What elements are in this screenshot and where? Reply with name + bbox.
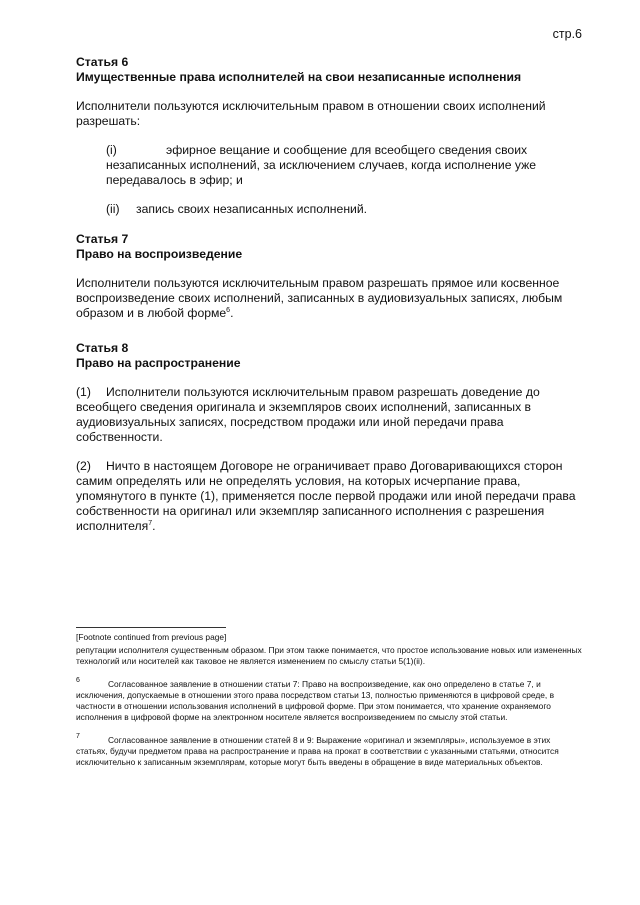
article-6-title: Имущественные права исполнителей на свои незаписанные исполнения <box>76 70 522 84</box>
article-8-para-1 <box>76 385 576 445</box>
para-text: Исполнители пользуются исключительным правом разрешать доведение до всеобщего сведения оригинала и экземпляров своих исполнений, записанных в аудиовизуальных записях, посредством продажи или иной передачи права собственности. <box>76 385 540 444</box>
article-7-number: Статья 7 <box>76 232 129 246</box>
para-label: (2) <box>76 459 91 473</box>
page-number: стр.6 <box>552 27 582 41</box>
article-8-para-2: (2) Ничто в настоящем Договоре не ограничивает право Договаривающихся сторон самим определять или не определять условия, на которых исчерпание права, упомянутого в пункте (1), применяется после первой продажи или иной передачи права собственности на оригинал или экземпляр записанного исполнения с разрешения исполнителя$^7$. <box>76 459 576 533</box>
footnote-divider <box>76 627 226 628</box>
item-label: (ii) <box>106 202 120 216</box>
footnote-7: 7 Согласованное заявление в отношении статей 8 и 9: Выражение «оригинал и экземпляры», используемое в этих статьях, будучи предметом права на распространение и права на прокат в соответствии с указанными статьями, относится исключительно к записанным экземплярам, которые могут быть введены в обращение в виде материальных объектов. <box>76 735 582 768</box>
article-8-title: Право на распространение <box>76 356 241 370</box>
footnote-text: Согласованное заявление в отношении статей 8 и 9: Выражение «оригинал и экземпляры», используемое в этих статьях, будучи предметом права на распространение и права на прокат в соответствии с указанными статьями, относится исключительно к записанным экземплярам, которые могут быть введены в обращение в виде материальных объектов. <box>76 735 559 767</box>
footnote-text: Согласованное заявление в отношении статьи 7: Право на воспроизведение, как оно определено в статье 7, и исключения, допускаемые в отношении этого права посредством статьи 13, полностью применяются в цифровой среде, в частности в отношении использования исполнений в цифровой форме. При этом понимается, что хранение охраняемого исполнения в цифровой форме на электронном носителе является воспроизведением по смыслу этой статьи. <box>76 679 555 722</box>
footnotes <box>76 627 582 768</box>
item-label: (i) <box>106 143 117 157</box>
footnote-continued-label: [Footnote continued from previous page] <box>76 632 227 642</box>
article-7-body: Исполнители пользуются исключительным правом разрешать прямое или косвенное воспроизведение своих исполнений, записанных в аудиовизуальных записях, любым образом и в любой форме <box>76 276 563 320</box>
para-text: Ничто в настоящем Договоре не ограничивает право Договаривающихся сторон самим определять или не определять условия, на которых исчерпание права, упомянутого в пункте (1), применяется после первой продажи или иной передачи права собственности на оригинал или экземпляр записанного исполнения с разрешения исполнителя <box>76 459 576 533</box>
article-6-item-i <box>106 143 576 188</box>
article-6-number: Статья 6 <box>76 55 129 69</box>
footnote-continued-text: репутации исполнителя существенным образом. При этом также понимается, что простое использование новых или измененных технологий или носителей как таковое не является изменением по смыслу статьи 5(1)(ii). <box>76 645 582 666</box>
article-8 <box>76 341 576 534</box>
article-6-intro: Исполнители пользуются исключительным правом в отношении своих исполнений разрешать: <box>76 99 546 128</box>
item-text: запись своих незаписанных исполнений. <box>136 202 368 216</box>
item-text: эфирное вещание и сообщение для всеобщего сведения своих незаписанных исполнений, за исключением случаев, когда исполнение уже передавалось в эфир; и <box>106 143 537 187</box>
footnote-6: 6 Согласованное заявление в отношении статьи 7: Право на воспроизведение, как оно определено в статье 7, и исключения, допускаемые в отношении этого права посредством статьи 13, полностью применяются в цифровой среде, в частности в отношении использования исполнений в цифровой форме. При этом понимается, что хранение охраняемого исполнения в цифровой форме на электронном носителе является воспроизведением по смыслу этой статьи. <box>76 679 582 723</box>
para-label: (1) <box>76 385 91 399</box>
footnote-ref-7[interactable]: 7 <box>148 519 153 527</box>
article-6 <box>76 55 576 217</box>
article-7-text: Исполнители пользуются исключительным правом разрешать прямое или косвенное воспроизведение своих исполнений, записанных в аудиовизуальных записях, любым образом и в любой форме$^6$. <box>76 276 563 320</box>
article-7 <box>76 232 576 321</box>
article-8-number: Статья 8 <box>76 341 129 355</box>
article-6-item-ii <box>106 202 576 217</box>
footnote-ref-6[interactable]: 6 <box>226 306 231 314</box>
article-7-title: Право на воспроизведение <box>76 247 243 261</box>
